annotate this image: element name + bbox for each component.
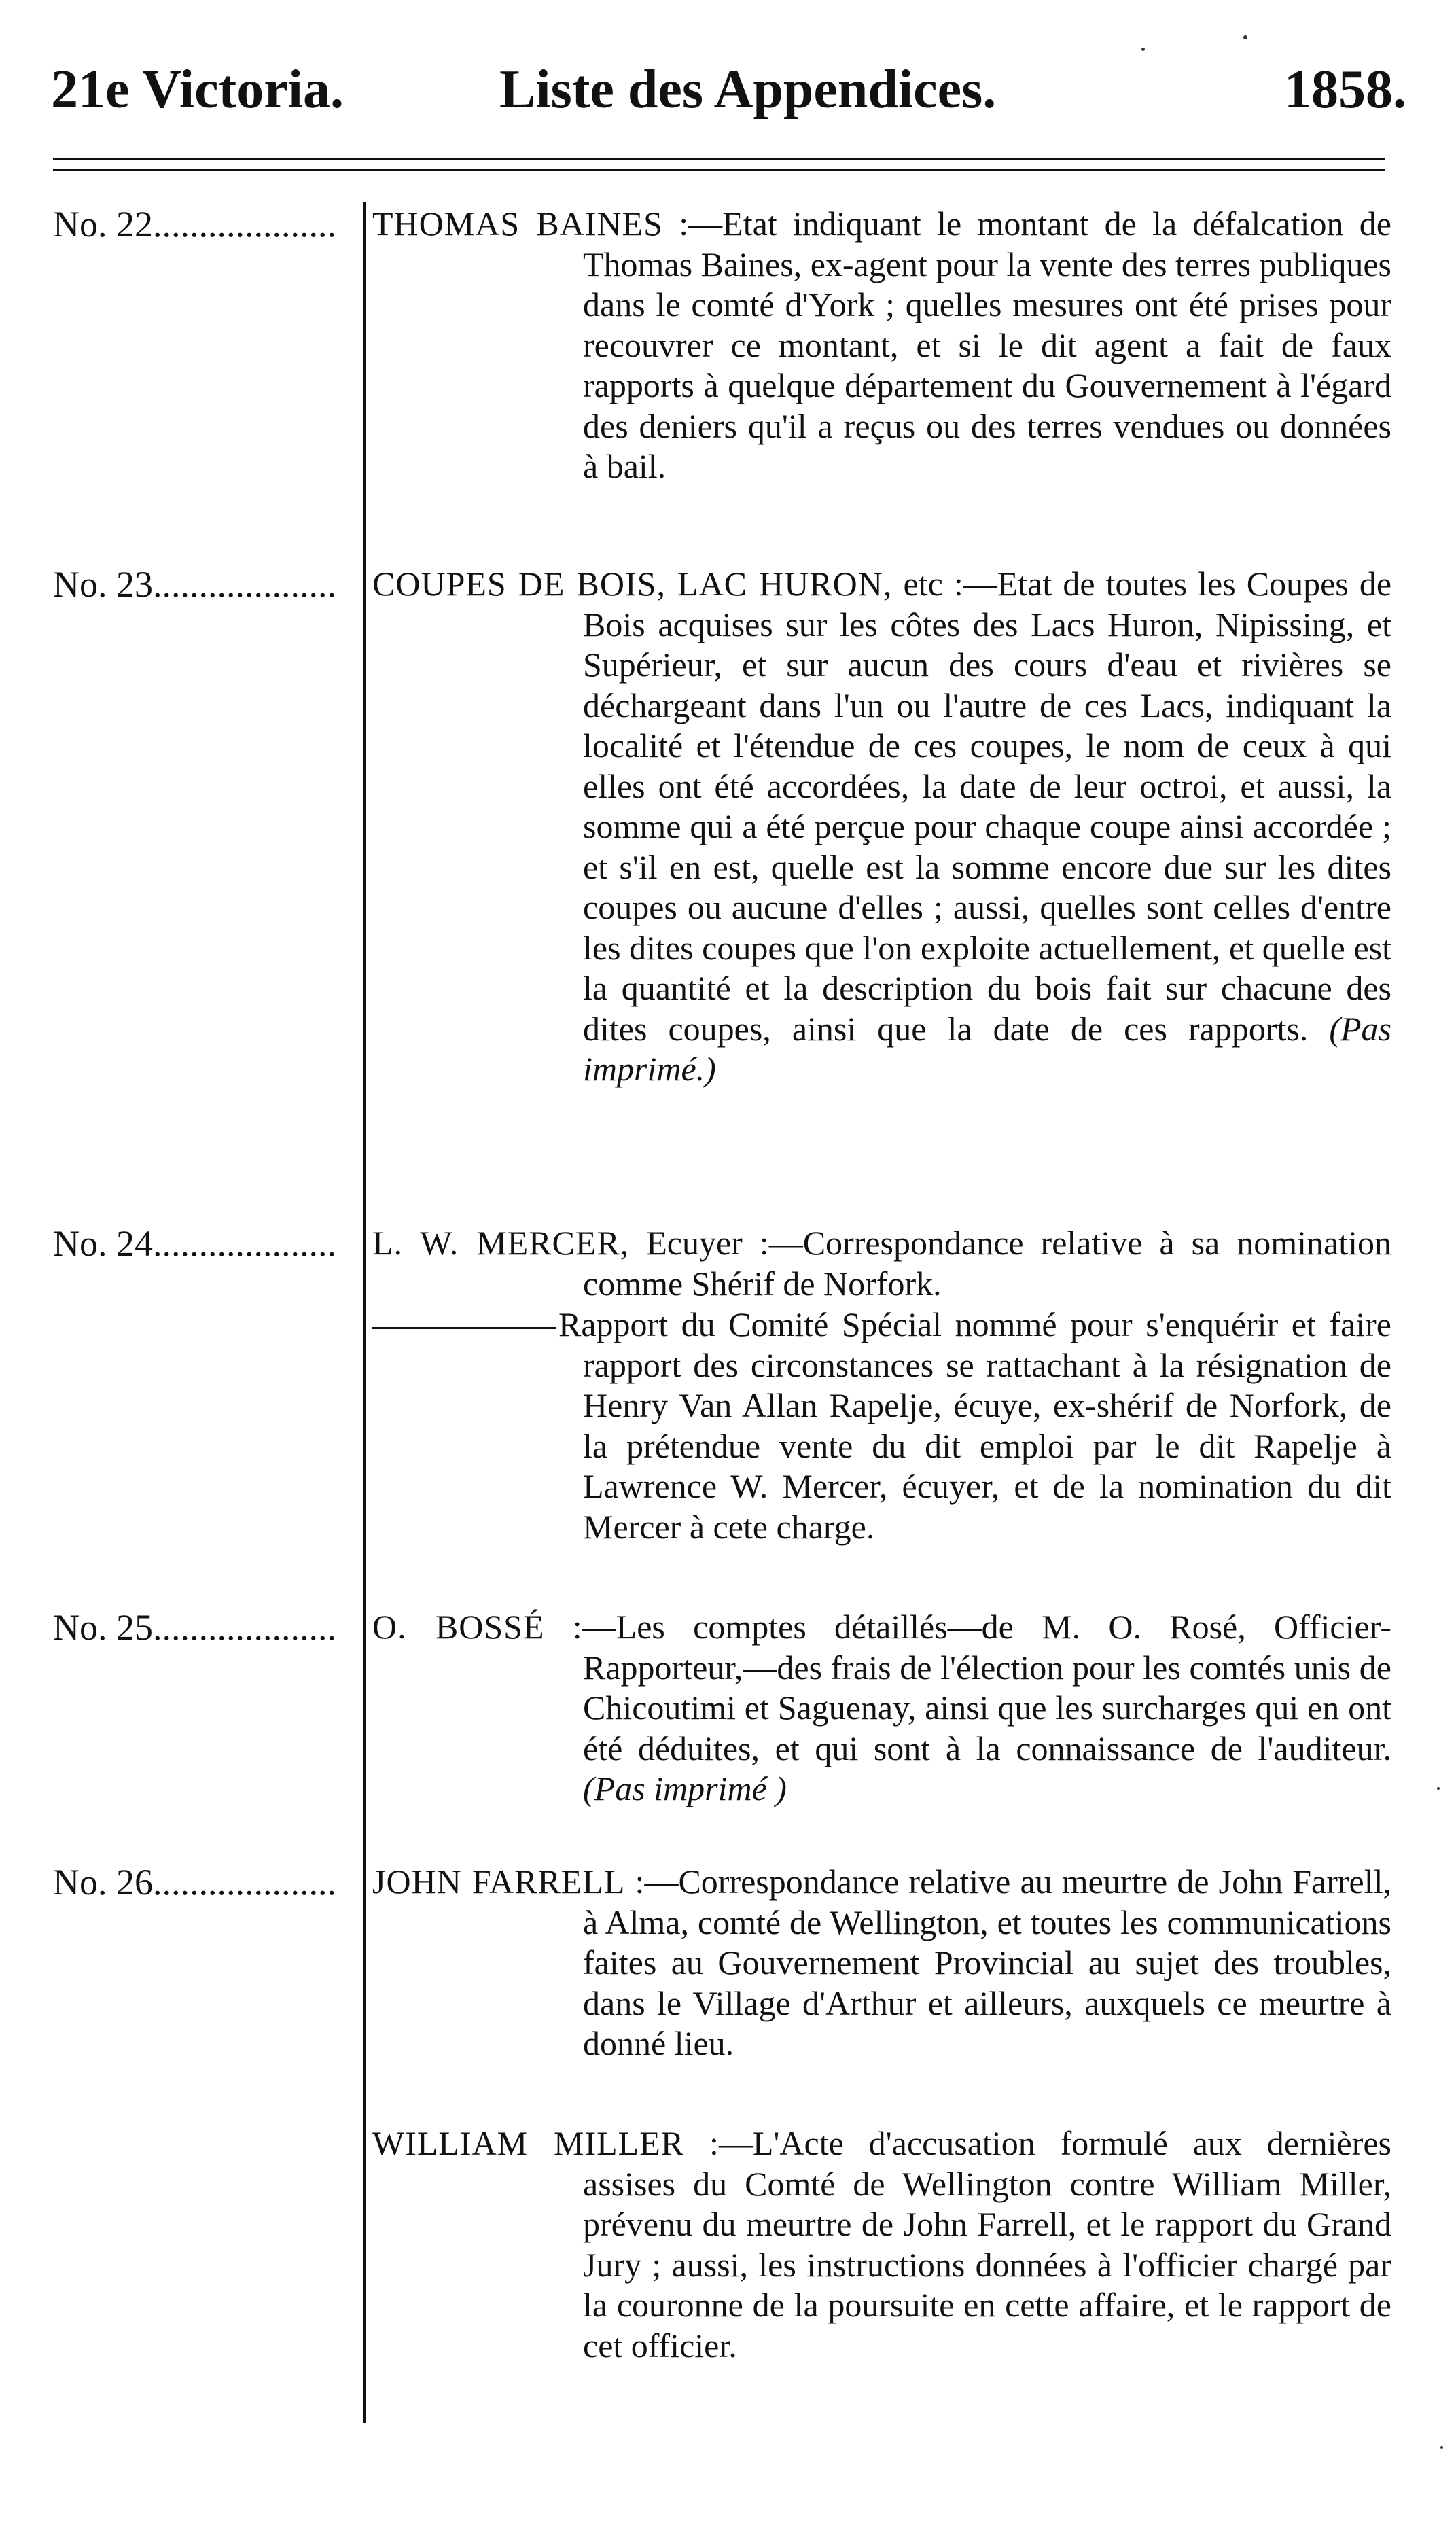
entry-number: No. 22....................	[53, 204, 336, 245]
entry-description: Ecuyer :—Correspondance relative à sa nomination comme Shérif de Norfork.	[583, 1224, 1391, 1303]
entry-heading: O. BOSSÉ	[372, 1608, 545, 1646]
entry-heading: COUPES DE BOIS, LAC HURON,	[372, 565, 893, 603]
entry-heading: THOMAS BAINES	[372, 205, 663, 243]
header-session: 21e Victoria.	[51, 60, 344, 120]
entry-text	[372, 2123, 1391, 2366]
header-rule-top	[53, 158, 1385, 160]
entry-number: No. 24....................	[53, 1223, 336, 1264]
entry-number: No. 23....................	[53, 564, 336, 605]
entry-description: :—Les comptes détaillés—de M. O. Rosé, Officier-Rapporteur,—des frais de l'élection pour les comtés unis de Chicoutimi et Saguenay, ainsi que les surcharges qui en ont été déduites, et qui sont à la connaissance de l'auditeur.	[544, 1608, 1392, 1767]
entry-text	[372, 564, 1391, 1090]
header-year: 1858.	[1284, 60, 1406, 120]
entry-note: (Pas imprimé.)	[583, 1009, 1392, 1088]
entry-note: (Pas imprimé )	[583, 1769, 787, 1807]
entry-text	[372, 1607, 1391, 1809]
page-header	[41, 49, 1406, 130]
entry-heading: JOHN FARRELL	[372, 1862, 626, 1901]
entry-number: No. 26....................	[53, 1862, 336, 1903]
header-rule-bottom	[53, 169, 1385, 171]
entry-description: etc :—Etat de toutes les Coupes de Bois acquises sur les côtes des Lacs Huron, Nipissing, et Supérieur, et sur aucun des cours d'eau et rivières se déchargeant dans l'un ou l'autre de ces Lacs, indiquant la localité et l'étendue de ces coupes, le nom de ceux à qui elles ont été accordées, la date de leur octroi, et aussi, la somme qui a été perçue pour chaque coupe ainsi accordée ; et s'il en est, quelle est la somme encore due sur les dites coupes ou aucune d'elles ; aussi, quelles sont celles d'entre les dites coupes que l'on exploite actuellement, et quelle est la quantité et la description du bois fait sur chacune des dites coupes, ainsi que la date de ces rapports.	[583, 565, 1392, 1048]
entry-text	[372, 1223, 1391, 1304]
entry-description: :—Correspondance relative au meurtre de John Farrell, à Alma, comté de Wellington, et toutes les communications faites au Gouvernement Provincial au sujet des troubles, dans le Village d'Arthur et ailleurs, auxquels ce meurtre à donné lieu.	[583, 1862, 1391, 2062]
header-title: Liste des Appendices.	[499, 60, 997, 120]
column-divider	[363, 202, 366, 2423]
entry-heading: WILLIAM MILLER	[372, 2124, 685, 2162]
entry-sub-description: Rapport du Comité Spécial nommé pour s'enquérir et faire rapport des circonstances se rattachant à la résignation de Henry Van Allan Rapelje, écuye, ex-shérif de Norfork, de la prétendue vente du dit emploi par le dit Rapelje à Lawrence W. Mercer, écuyer, et de la nomination du dit Mercer à cete charge.	[558, 1305, 1391, 1546]
entry-text	[372, 204, 1391, 487]
entry-heading: L. W. MERCER,	[372, 1224, 630, 1262]
entry-text	[372, 1862, 1391, 2064]
entry-description: :—Etat indiquant le montant de la défalcation de Thomas Baines, ex-agent pour la vente des terres publiques dans le comté d'York ; quelles mesures ont été prises pour recouvrer ce montant, et si le dit agent a fait de faux rapports à quelque département du Gouvernement à l'égard des deniers qu'il a reçus ou des terres vendues ou données à bail.	[583, 205, 1391, 485]
entry-description: :—L'Acte d'accusation formulé aux dernières assises du Comté de Wellington contre William Miller, prévenu du meurtre de John Farrell, et le rapport du Grand Jury ; aussi, les instructions données à l'officier chargé par la couronne de la poursuite en cette affaire, et le rapport de cet officier.	[583, 2124, 1392, 2365]
entry-subtext	[372, 1305, 1391, 1547]
entry-number: No. 25....................	[53, 1607, 336, 1648]
sub-entry-dash	[372, 1327, 556, 1329]
